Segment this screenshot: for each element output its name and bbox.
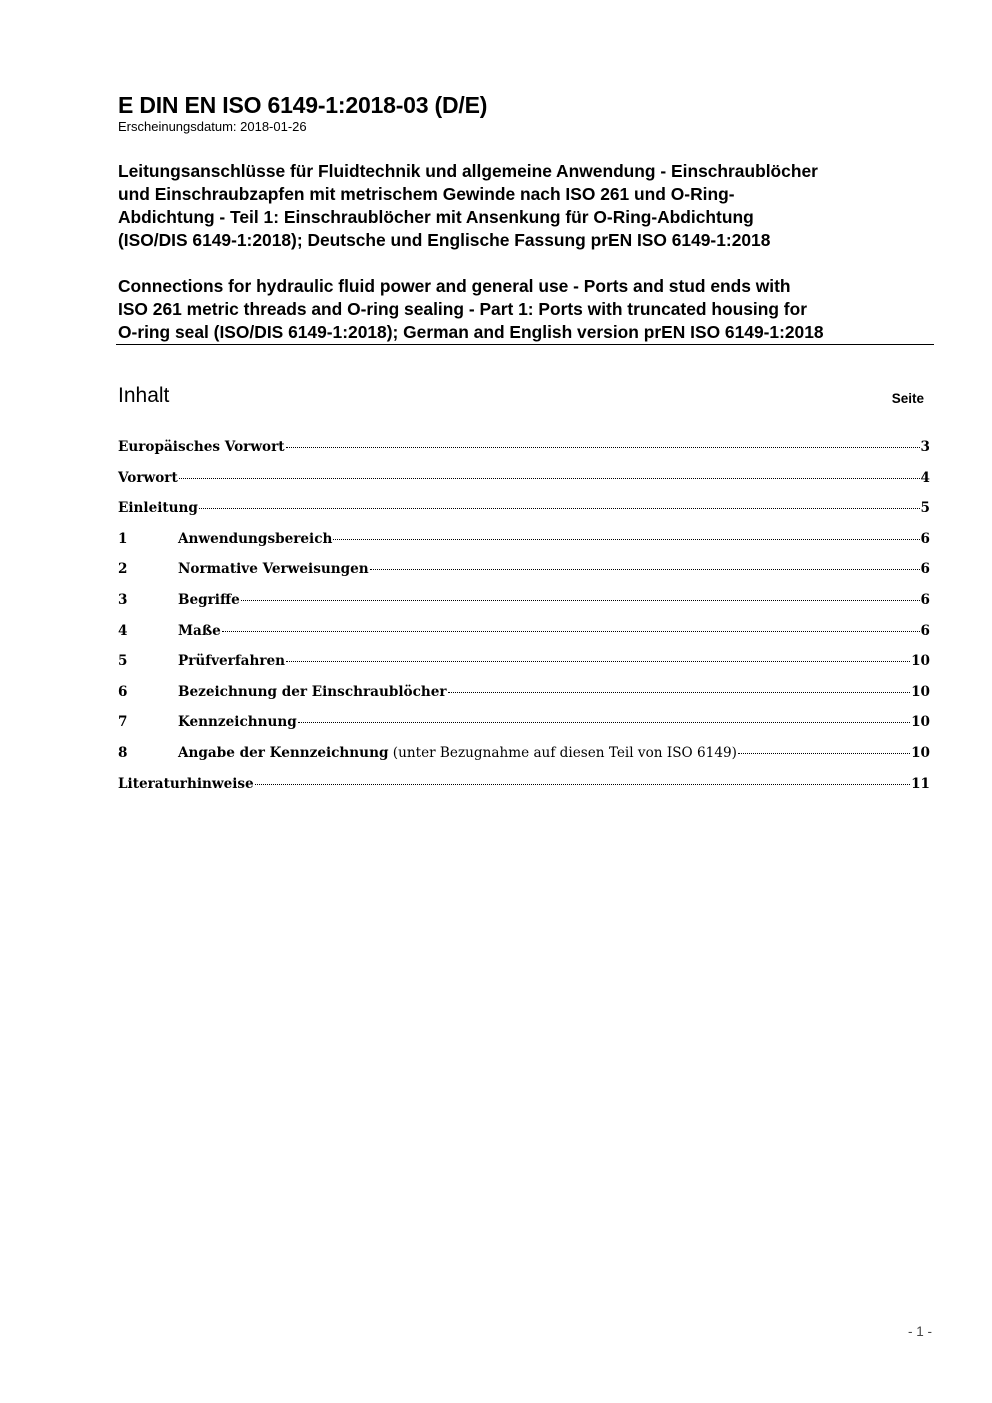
toc-entry-number: 2 <box>118 561 128 578</box>
toc-entry-title: Bezeichnung der Einschraublöcher <box>178 683 447 700</box>
toc-entry-page: 11 <box>911 775 930 792</box>
toc-entry-title: Maße <box>178 622 221 639</box>
toc-entry-literaturhinweise[interactable] <box>118 776 930 807</box>
toc-entry-title: Begriffe <box>178 591 240 608</box>
toc-entry-title-extra: (unter Bezugnahme auf diesen Teil von ISO 6149) <box>388 744 737 761</box>
toc-leader-dots <box>241 600 920 601</box>
table-of-contents <box>118 439 930 806</box>
toc-heading: Inhalt <box>118 384 170 407</box>
toc-entry-title: Anwendungsbereich <box>178 530 333 547</box>
toc-entry-title: Literaturhinweise <box>118 775 254 792</box>
toc-entry-page: 6 <box>920 530 930 547</box>
toc-entry-page: 10 <box>911 683 930 700</box>
toc-entry-page: 10 <box>911 714 930 731</box>
publication-date: Erscheinungsdatum: 2018-01-26 <box>118 119 307 134</box>
toc-entry-page: 3 <box>920 439 930 455</box>
toc-leader-dots <box>333 539 919 540</box>
toc-entry-page: 10 <box>911 653 930 670</box>
title-english-line: ISO 261 metric threads and O-ring sealing - Part 1: Ports with truncated housing for <box>118 299 807 319</box>
toc-entry-number: 1 <box>118 530 128 547</box>
toc-entry-europaeisches-vorwort[interactable] <box>118 439 930 470</box>
toc-entry-page: 4 <box>920 469 930 486</box>
toc-leader-dots <box>255 784 910 785</box>
title-german-line: (ISO/DIS 6149-1:2018); Deutsche und Englische Fassung prEN ISO 6149-1:2018 <box>118 230 771 250</box>
title-german-line: Abdichtung - Teil 1: Einschraublöcher mit Ansenkung für O-Ring-Abdichtung <box>118 207 754 227</box>
toc-entry-angabe-der-kennzeichnung[interactable] <box>118 745 930 776</box>
toc-leader-dots <box>222 631 920 632</box>
title-english-line: Connections for hydraulic fluid power and general use - Ports and stud ends with <box>118 276 791 296</box>
toc-entry-anwendungsbereich[interactable] <box>118 531 930 562</box>
toc-page-label: Seite <box>891 391 924 406</box>
toc-leader-dots <box>286 447 920 448</box>
toc-entry-number: 4 <box>118 622 128 639</box>
toc-entry-title: Einleitung <box>118 500 198 517</box>
toc-entry-masse[interactable] <box>118 623 930 654</box>
toc-entry-number: 3 <box>118 591 128 608</box>
toc-entry-title-wrap <box>178 745 737 761</box>
title-german <box>118 160 934 252</box>
toc-entry-page: 6 <box>920 622 930 639</box>
toc-entry-title: Kennzeichnung <box>178 714 297 731</box>
toc-entry-page: 6 <box>920 561 930 578</box>
toc-entry-bezeichnung[interactable] <box>118 684 930 715</box>
toc-entry-kennzeichnung[interactable] <box>118 714 930 745</box>
title-german-line: und Einschraubzapfen mit metrischem Gewinde nach ISO 261 und O-Ring- <box>118 184 735 204</box>
toc-leader-dots <box>448 692 911 693</box>
title-english-line: O-ring seal (ISO/DIS 6149-1:2018); German and English version prEN ISO 6149-1:2018 <box>118 322 824 342</box>
document-number: E DIN EN ISO 6149-1:2018-03 (D/E) <box>118 92 488 118</box>
toc-entry-page: 10 <box>911 744 930 761</box>
toc-entry-einleitung[interactable] <box>118 500 930 531</box>
toc-leader-dots <box>738 753 910 754</box>
toc-entry-page: 6 <box>920 591 930 608</box>
toc-leader-dots <box>179 478 920 479</box>
toc-entry-title: Normative Verweisungen <box>178 561 369 578</box>
toc-entry-title: Europäisches Vorwort <box>118 439 285 455</box>
toc-entry-number: 6 <box>118 683 128 700</box>
toc-entry-normative-verweisungen[interactable] <box>118 561 930 592</box>
toc-entry-vorwort[interactable] <box>118 470 930 501</box>
title-english <box>118 275 934 344</box>
toc-entry-pruefverfahren[interactable] <box>118 653 930 684</box>
toc-entry-page: 5 <box>920 500 930 517</box>
toc-entry-number: 7 <box>118 714 128 731</box>
toc-entry-number: 5 <box>118 653 128 670</box>
toc-entry-title: Angabe der Kennzeichnung <box>178 744 389 761</box>
toc-entry-title: Prüfverfahren <box>178 653 286 670</box>
title-divider <box>116 344 934 345</box>
page-number: - 1 - <box>907 1324 932 1339</box>
toc-leader-dots <box>286 661 910 662</box>
toc-entry-title: Vorwort <box>118 469 178 486</box>
toc-leader-dots <box>370 569 920 570</box>
toc-leader-dots <box>199 508 920 509</box>
title-german-line: Leitungsanschlüsse für Fluidtechnik und allgemeine Anwendung - Einschraublöcher <box>118 161 818 181</box>
toc-leader-dots <box>298 722 910 723</box>
toc-entry-begriffe[interactable] <box>118 592 930 623</box>
toc-entry-number: 8 <box>118 744 128 761</box>
